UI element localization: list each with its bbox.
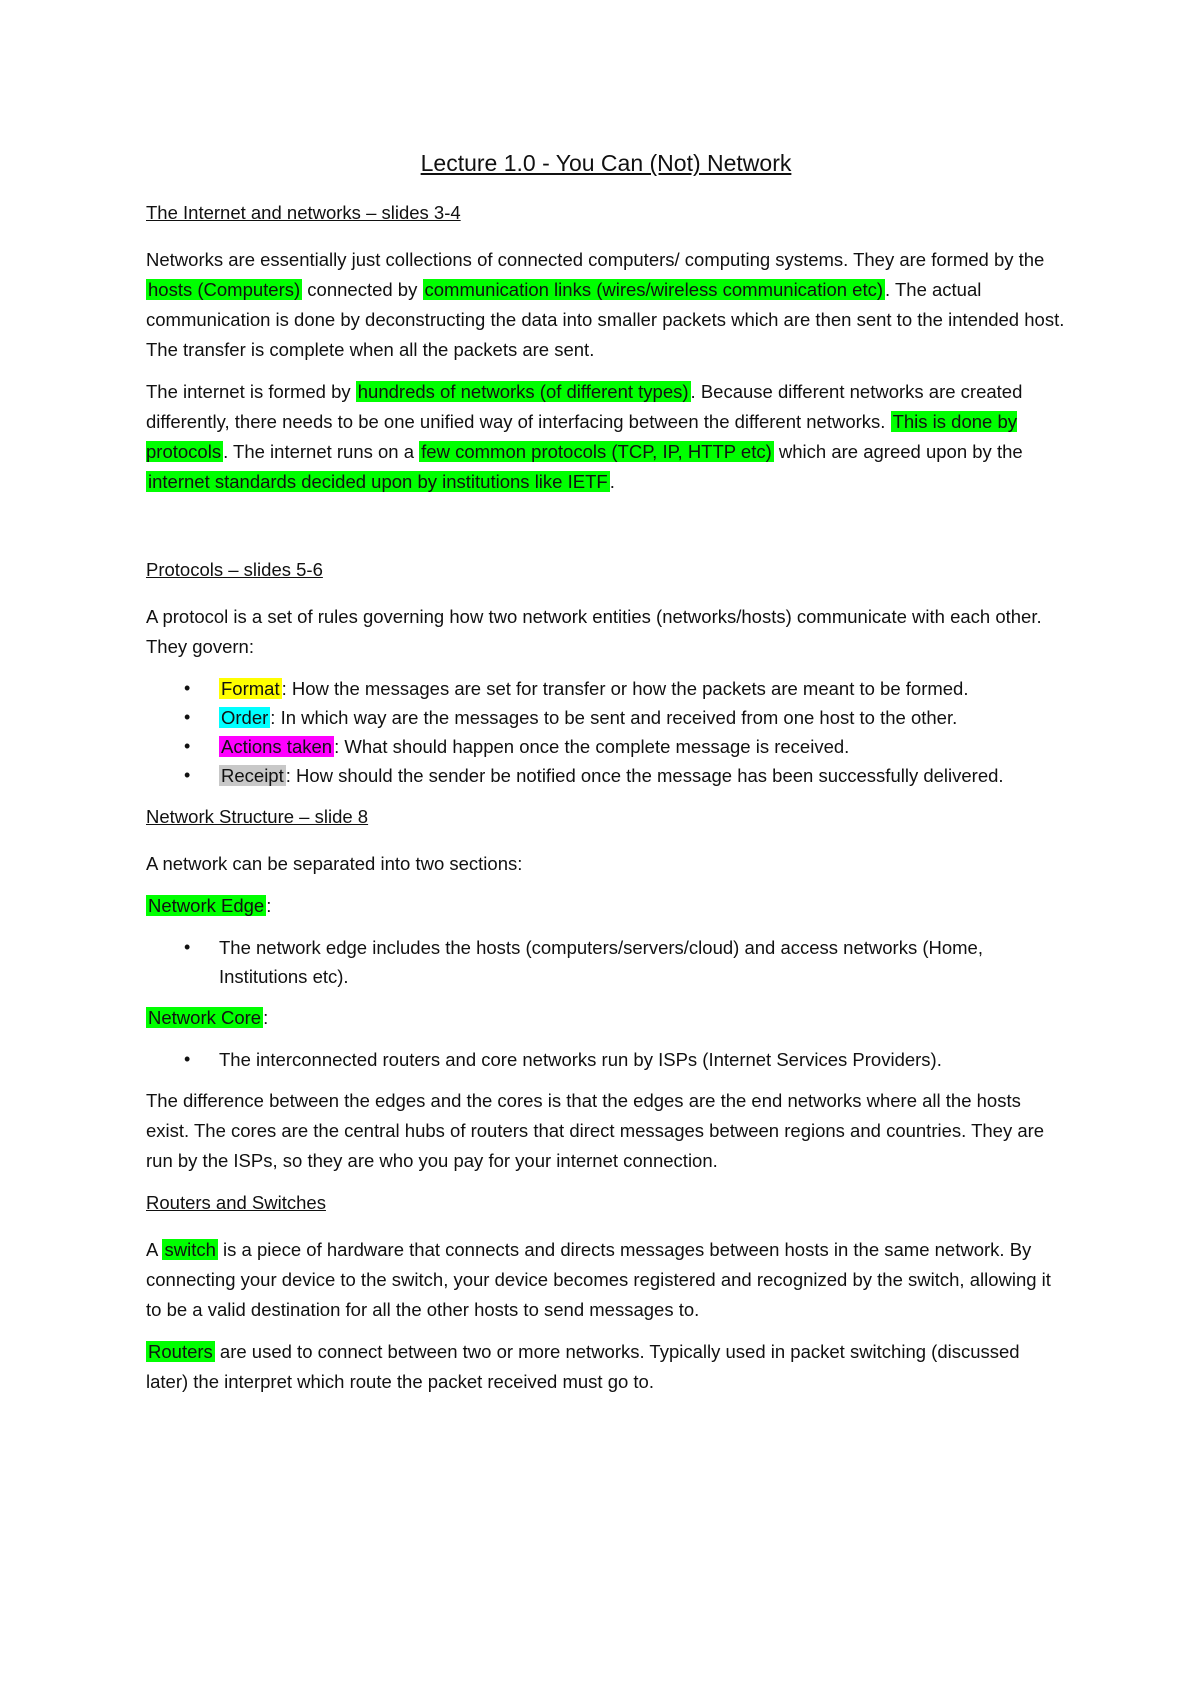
- list-item-actions-taken: [146, 732, 1066, 761]
- highlight-communication-links: communication links (wires/wireless communication etc): [424, 279, 884, 300]
- paragraph-networks: [146, 245, 1066, 365]
- paragraph-structure-intro: A network can be separated into two sections:: [146, 853, 523, 874]
- highlight-hundreds-of-networks: hundreds of networks (of different types): [357, 381, 689, 402]
- list-item-order: [146, 703, 1066, 732]
- text-run: . The internet runs on a: [223, 441, 420, 462]
- network-edge-label-line: [146, 891, 1066, 921]
- highlight-common-protocols: few common protocols (TCP, IP, HTTP etc): [421, 441, 772, 462]
- section-heading-internet: The Internet and networks – slides 3-4: [146, 202, 461, 223]
- text-run: :: [263, 1007, 269, 1028]
- list-item-text: : What should happen once the complete message is received.: [334, 736, 850, 757]
- text-run: are used to connect between two or more networks. Typically used in packet switching (discussed later) the interpret which route the packet received must go to.: [146, 1341, 1020, 1392]
- paragraph-edges-vs-cores: The difference between the edges and the cores is that the edges are the end networks where all the hosts exist. The cores are the central hubs of routers that direct messages between regions and countries. They are run by the ISPs, so they are who you pay for your internet connection.: [146, 1090, 1045, 1171]
- document-body: [146, 148, 1066, 1409]
- highlight-internet-standards: internet standards decided upon by institutions like IETF: [148, 471, 608, 492]
- text-run: is a piece of hardware that connects and directs messages between hosts in the same network. By connecting your device to the switch, your device becomes registered and recognized by the switch, allowing it to be a valid destination for all the other hosts to send messages to.: [146, 1239, 1051, 1320]
- page-title: Lecture 1.0 - You Can (Not) Network: [420, 150, 792, 176]
- text-run: The internet is formed by: [146, 381, 356, 402]
- network-core-list: [146, 1045, 1066, 1074]
- network-edge-list: [146, 933, 1066, 991]
- text-run: A: [146, 1239, 163, 1260]
- paragraph-protocol-intro: A protocol is a set of rules governing how two network entities (networks/hosts) communicate with each other. They govern:: [146, 606, 1042, 657]
- text-run: :: [266, 895, 272, 916]
- spacer: [146, 509, 1066, 555]
- highlight-network-core: Network Core: [148, 1007, 262, 1028]
- list-item-text: : In which way are the messages to be sent and received from one host to the other.: [270, 707, 958, 728]
- highlight-network-edge: Network Edge: [148, 895, 265, 916]
- list-item: • The network edge includes the hosts (computers/servers/cloud) and access networks (Home, Institutions etc).: [146, 933, 1066, 991]
- protocol-list: [146, 674, 1066, 790]
- section-heading-protocols: Protocols – slides 5-6: [146, 559, 323, 580]
- text-run: Networks are essentially just collections of connected computers/ computing systems. They are formed by the: [146, 249, 1045, 270]
- list-item-text: : How should the sender be notified once the message has been successfully delivered.: [285, 765, 1004, 786]
- list-item-format: [146, 674, 1066, 703]
- text-run: . The actual communication is done by deconstructing the data into smaller packets which are then sent to the intended host. The transfer is complete when all the packets are sent.: [146, 279, 1065, 360]
- network-core-label-line: [146, 1003, 1066, 1033]
- paragraph-switch: [146, 1235, 1066, 1325]
- highlight-actions-taken: Actions taken: [221, 736, 333, 757]
- text-run: .: [609, 471, 615, 492]
- paragraph-internet: [146, 377, 1066, 497]
- paragraph-routers: [146, 1337, 1066, 1397]
- highlight-routers: Routers: [148, 1341, 213, 1362]
- section-heading-routers-switches: Routers and Switches: [146, 1192, 326, 1213]
- section-heading-network-structure: Network Structure – slide 8: [146, 806, 369, 827]
- highlight-switch: switch: [164, 1239, 216, 1260]
- list-item-receipt: [146, 761, 1066, 790]
- highlight-format: Format: [221, 678, 280, 699]
- list-item-text: : How the messages are set for transfer or how the packets are meant to be formed.: [281, 678, 969, 699]
- text-run: . Because different networks are created differently, there needs to be one unified way of interfacing between the different networks.: [146, 381, 1023, 432]
- highlight-receipt: Receipt: [221, 765, 284, 786]
- text-run: connected by: [302, 279, 423, 300]
- highlight-hosts: hosts (Computers): [148, 279, 301, 300]
- highlight-order: Order: [221, 707, 269, 728]
- text-run: which are agreed upon by the: [773, 441, 1023, 462]
- list-item: • The interconnected routers and core networks run by ISPs (Internet Services Providers).: [146, 1045, 1066, 1074]
- highlight-protocols: This is done by protocols: [146, 411, 1018, 462]
